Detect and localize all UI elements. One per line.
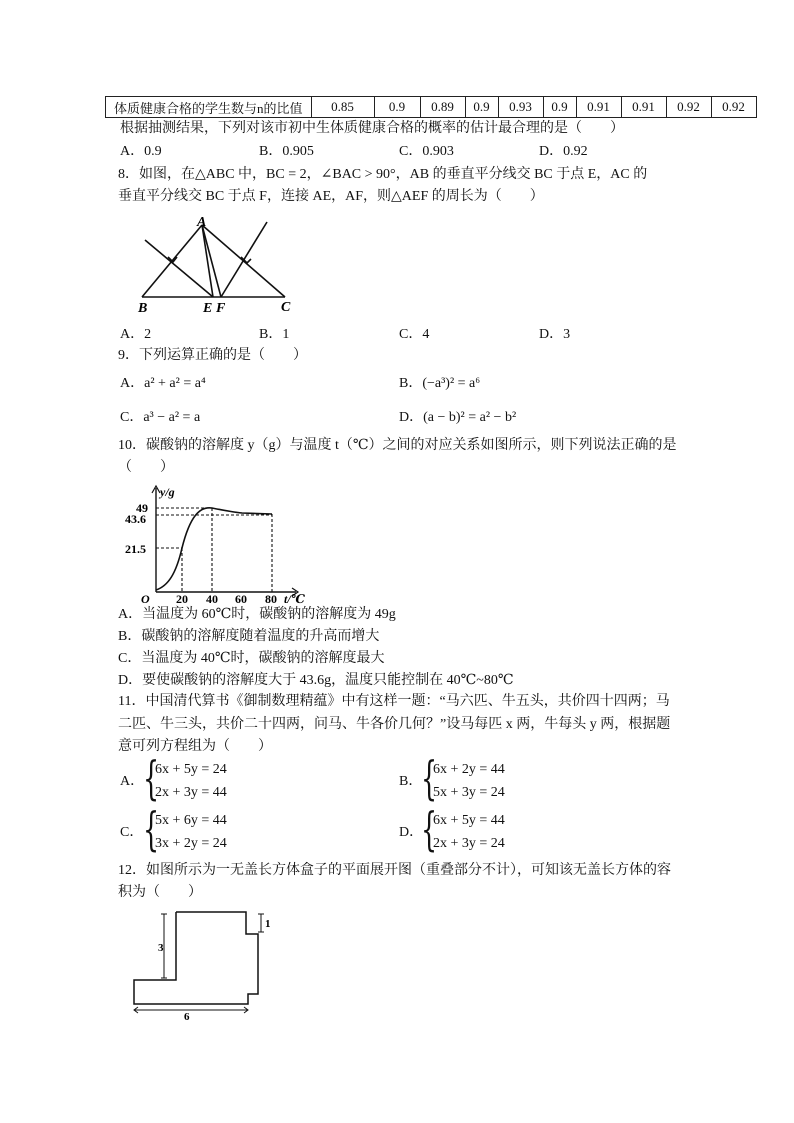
q7-option-a: A．0.9 [120, 144, 162, 159]
q10-option-b: B．碳酸钠的溶解度随着温度的升高而增大 [118, 629, 380, 644]
ratio-table [105, 96, 757, 118]
graph-y-axis-label: y/g [160, 485, 175, 499]
equation: 2x + 3y = 24 [433, 836, 505, 851]
table-cell: 0.9 [374, 97, 420, 118]
triangle-figure [115, 212, 305, 314]
equation: 3x + 2y = 24 [155, 836, 227, 851]
equation: 6x + 5y = 44 [433, 813, 505, 828]
q11-option-c-system [143, 802, 227, 856]
q9-option-c: C．a³ − a² = a [120, 410, 201, 425]
table-row [106, 97, 757, 118]
dimension-height-label: 3 [158, 942, 164, 954]
brace-icon: { [143, 802, 160, 856]
graph-y-tick: 49 [136, 501, 148, 515]
q11-option-c-label: C． [120, 825, 144, 840]
q7-stem: 根据抽测结果，下列对该市初中生体质健康合格的概率的估计最合理的是（ ） [120, 121, 624, 136]
q11-option-b-label: B． [399, 774, 423, 789]
q11-stem-line1: 11．中国清代算书《御制数理精蕴》中有这样一题：“马六匹、牛五头，共价四十四两；马 [118, 694, 670, 709]
point-label-e: E [203, 301, 213, 314]
brace-icon: { [421, 802, 438, 856]
vertex-label-a: A [197, 215, 207, 230]
q8-stem-line1: 8．如图，在△ABC 中，BC = 2，∠BAC > 90°，AB 的垂直平分线交 BC 于点 E，AC 的 [118, 167, 648, 182]
q9-option-d: D．(a − b)² = a² − b² [399, 410, 517, 425]
graph-y-tick: 43.6 [125, 512, 146, 526]
q10-option-c: C．当温度为 40℃时，碳酸钠的溶解度最大 [118, 651, 385, 666]
q8-stem-line2: 垂直平分线交 BC 于点 F，连接 AE，AF，则△AEF 的周长为（ ） [118, 189, 544, 204]
vertex-label-b: B [138, 301, 148, 314]
box-net-figure [128, 906, 278, 1022]
equation: 6x + 2y = 44 [433, 762, 505, 777]
dimension-width-label: 6 [184, 1011, 190, 1022]
q11-stem-line2: 二匹、牛三头，共价二十四两，问马、牛各价几何？”设马每匹 x 两，牛每头 y 两，根据题 [118, 717, 671, 732]
equation: 5x + 3y = 24 [433, 785, 505, 800]
q12-stem-line1: 12．如图所示为一无盖长方体盒子的平面展开图（重叠部分不计），可知该无盖长方体的容 [118, 863, 671, 878]
q7-option-b: B．0.905 [259, 144, 314, 159]
q10-option-d: D．要使碳酸钠的溶解度大于 43.6g，温度只能控制在 40℃~80℃ [118, 673, 514, 688]
solubility-graph [120, 482, 310, 604]
point-label-f: F [216, 301, 226, 314]
q9-option-b: B．(−a³)² = a⁶ [399, 376, 481, 391]
table-cell: 0.91 [576, 97, 621, 118]
table-cell: 0.85 [311, 97, 374, 118]
equation: 2x + 3y = 44 [155, 785, 227, 800]
q7-option-d: D．0.92 [539, 144, 588, 159]
q10-stem-line1: 10．碳酸钠的溶解度 y（g）与温度 t（℃）之间的对应关系如图所示，则下列说法正确的是 [118, 438, 677, 453]
table-header-cell: 体质健康合格的学生数与n的比值 [106, 97, 312, 118]
vertex-label-c: C [281, 300, 291, 314]
brace-icon: { [143, 751, 160, 805]
brace-icon: { [421, 751, 438, 805]
q8-option-c: C．4 [399, 327, 430, 342]
q8-option-d: D．3 [539, 327, 571, 342]
q10-stem-line2: （ ） [118, 460, 174, 475]
q12-stem-line2: 积为（ ） [118, 885, 202, 900]
graph-y-tick: 21.5 [125, 542, 146, 556]
q8-option-b: B．1 [259, 327, 290, 342]
q7-option-c: C．0.903 [399, 144, 454, 159]
table-cell: 0.91 [621, 97, 666, 118]
table-cell: 0.9 [543, 97, 576, 118]
equation: 5x + 6y = 44 [155, 813, 227, 828]
q11-option-a-label: A． [120, 774, 145, 789]
q11-option-b-system [421, 751, 505, 805]
graph-origin-label: O [141, 592, 150, 604]
table-cell: 0.93 [498, 97, 543, 118]
graph-x-tick: 40 [206, 592, 218, 604]
q11-stem-line3: 意可列方程组为（ ） [118, 739, 272, 754]
q11-option-d-label: D． [399, 825, 424, 840]
q8-option-a: A．2 [120, 327, 152, 342]
q9-option-a: A．a² + a² = a⁴ [120, 376, 206, 391]
dimension-notch-label: 1 [265, 918, 271, 930]
q10-option-a: A．当温度为 60℃时，碳酸钠的溶解度为 49g [118, 607, 396, 622]
graph-x-tick: 80 [265, 592, 277, 604]
equation: 6x + 5y = 24 [155, 762, 227, 777]
graph-x-tick: 20 [176, 592, 188, 604]
table-cell: 0.92 [711, 97, 756, 118]
q11-option-d-system [421, 802, 505, 856]
graph-x-tick: 60 [235, 592, 247, 604]
graph-x-axis-label: t/℃ [284, 592, 306, 604]
table-cell: 0.92 [666, 97, 711, 118]
table-cell: 0.89 [420, 97, 465, 118]
q11-option-a-system [143, 751, 227, 805]
q9-stem: 9．下列运算正确的是（ ） [118, 348, 307, 363]
table-cell: 0.9 [465, 97, 498, 118]
